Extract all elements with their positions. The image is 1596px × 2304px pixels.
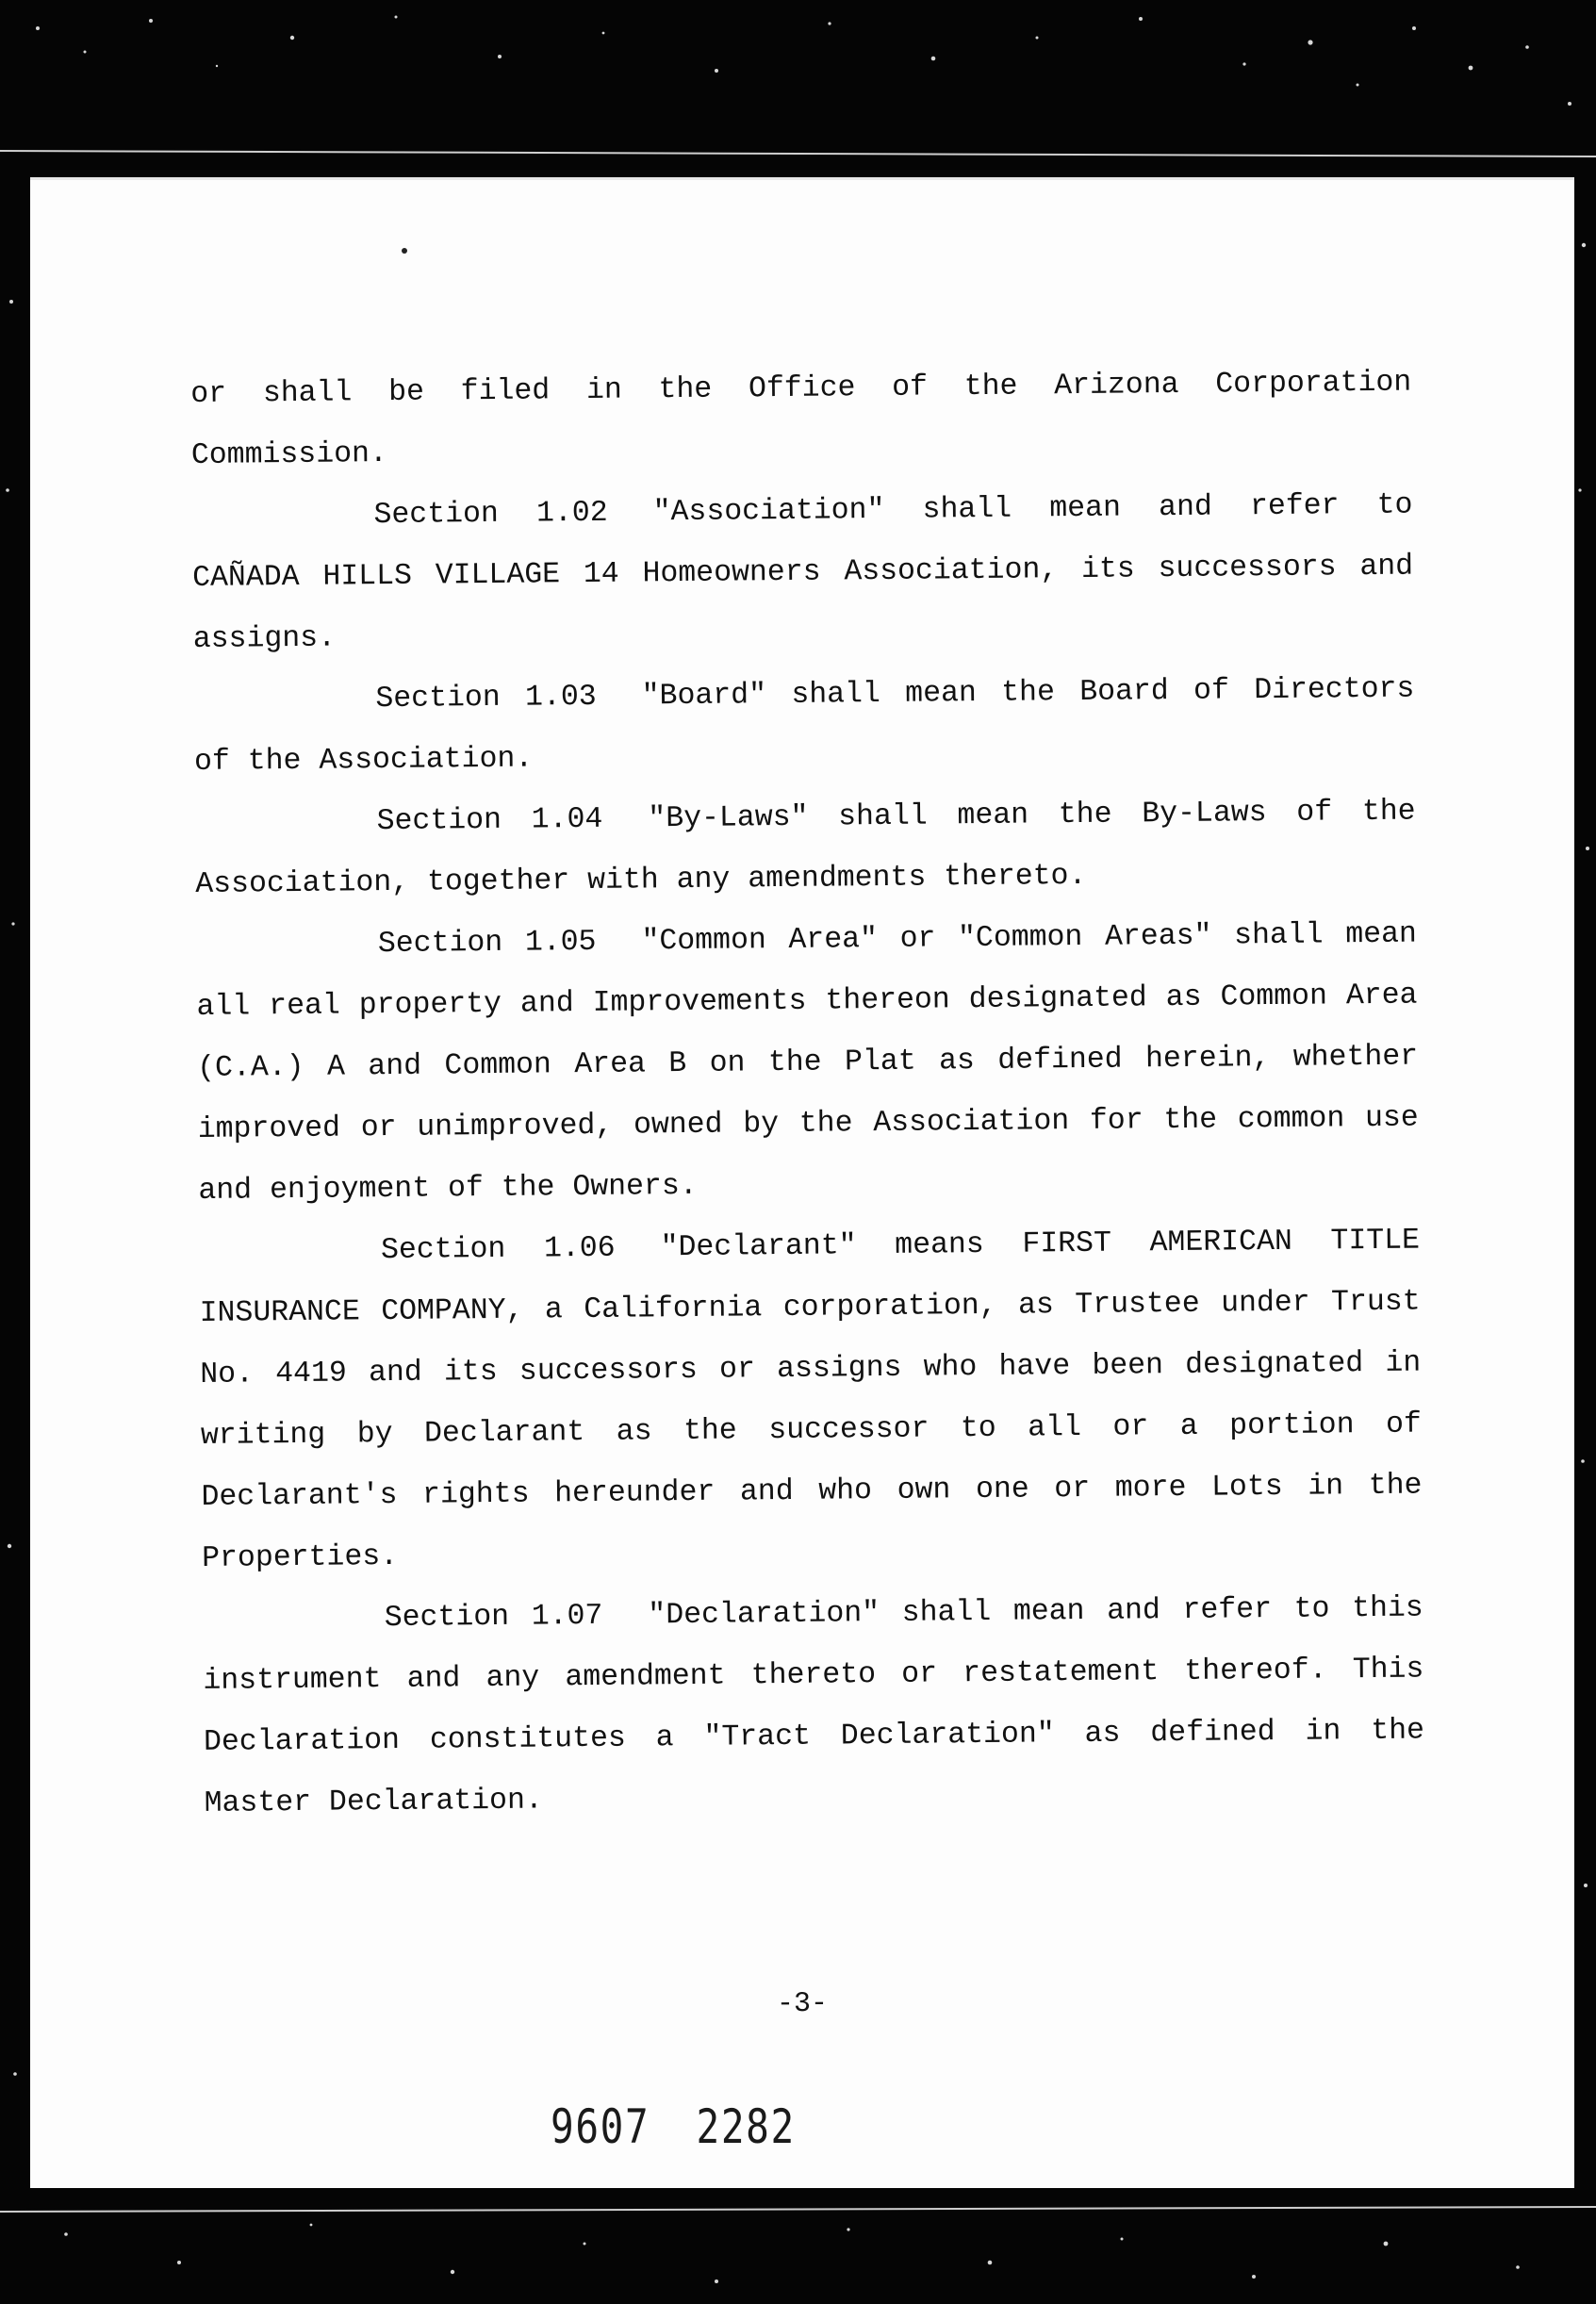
page-number: -3- — [776, 1987, 829, 2021]
section-text: "Declaration" shall mean and refer to this instrument and any amendment thereto or restatement thereof. This Declaration constitutes a "Tract Declaration" as defined in the Master Declaration. — [203, 1591, 1425, 1820]
section-text: "Declarant" means FIRST AMERICAN TITLE INSURANCE COMPANY, a California corporation, as Trustee under Trust No. 4419 and its successors or assigns who have been designated in writing by Declarant as the successor to all or a portion of Declarant's rights hereunder and who own one or more Lots in the Properties. — [199, 1224, 1423, 1575]
section-1-03 — [193, 659, 1415, 793]
recording-docket: 9607 — [551, 2099, 650, 2154]
document-page — [30, 177, 1574, 2188]
section-1-04 — [194, 782, 1416, 915]
section-number: Section 1.04 — [376, 802, 603, 839]
section-number: Section 1.03 — [375, 680, 597, 716]
section-text: "Association" shall mean and refer to CAÑADA HILLS VILLAGE 14 Homeowners Association, its successors and assigns. — [192, 488, 1414, 656]
section-number: Section 1.02 — [373, 496, 608, 533]
recording-page: 2282 — [696, 2099, 796, 2154]
recording-stamp — [551, 2099, 796, 2154]
section-text: "Common Area" or "Common Areas" shall mean all real property and Improvements thereon designated as Common Area (C.A.) A and Common Area B on the Plat as defined herein, whether improved or unimproved, owned by the Association for the common use and enjoyment of the Owners. — [196, 917, 1419, 1208]
section-number: Section 1.07 — [384, 1599, 603, 1636]
margin-speck — [402, 248, 407, 254]
section-text: "Board" shall mean the Board of Directors of the Association. — [193, 672, 1415, 779]
section-1-06 — [199, 1210, 1423, 1589]
section-1-02 — [191, 475, 1414, 670]
section-1-07 — [202, 1578, 1424, 1835]
section-number: Section 1.06 — [380, 1231, 616, 1268]
section-1-05 — [196, 904, 1420, 1222]
section-text: "By-Laws" shall mean the By-Laws of the Association, together with any amendments thereto. — [195, 795, 1416, 901]
paragraph-text: or shall be filed in the Office of the Arizona Corporation Commission. — [190, 366, 1412, 472]
document-body — [190, 353, 1425, 1835]
section-number: Section 1.05 — [377, 925, 597, 962]
paragraph-continuation — [190, 353, 1412, 486]
